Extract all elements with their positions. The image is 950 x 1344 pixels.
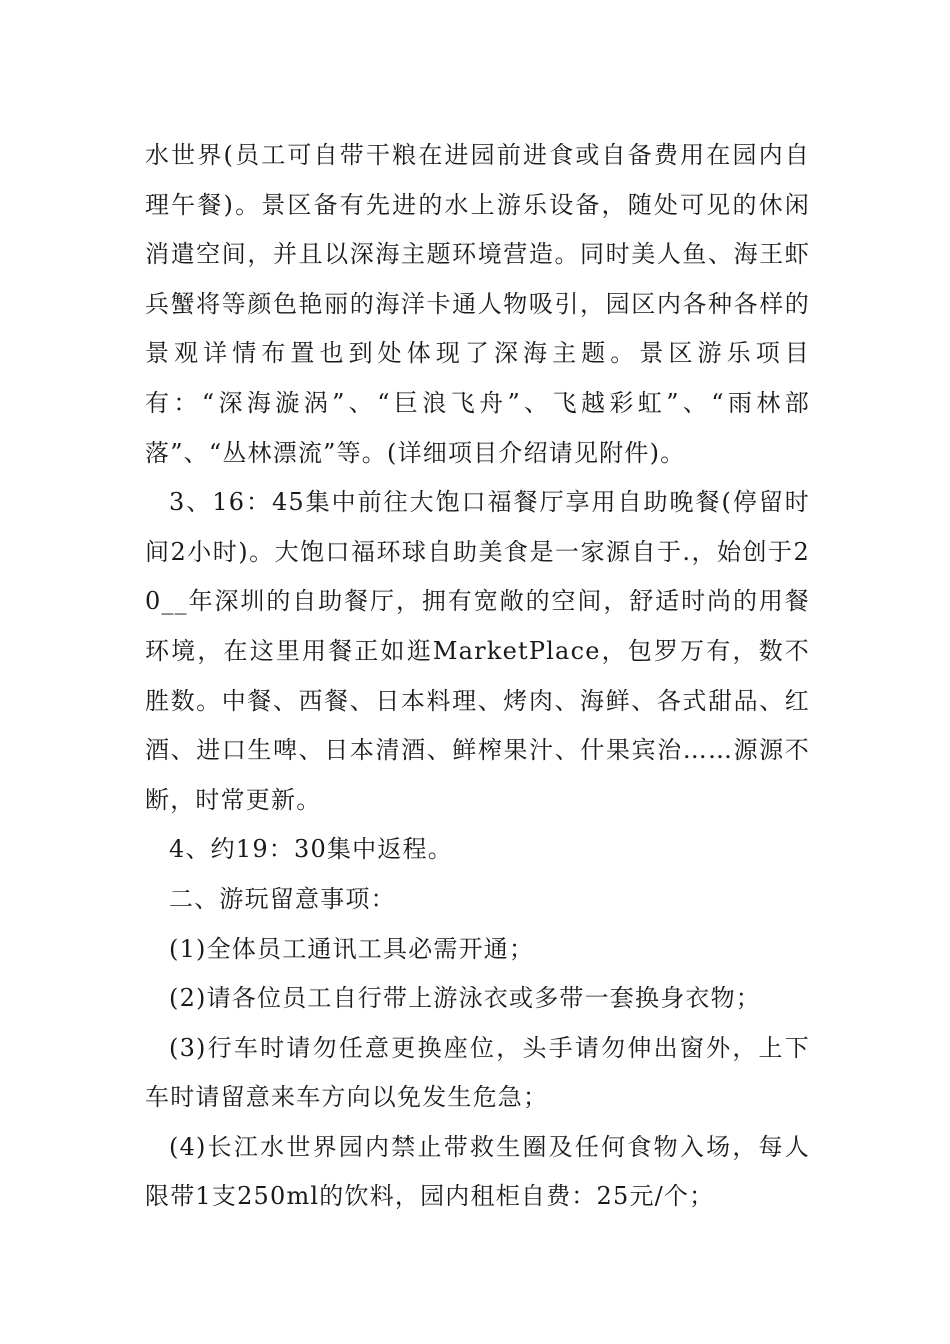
note-item-3: (3)行车时请勿任意更换座位，头手请勿伸出窗外，上下车时请留意来车方向以免发生危急； — [145, 1033, 810, 1112]
document-body — [145, 131, 810, 1222]
paragraph-water-world-intro: 水世界(员工可自带干粮在进园前进食或自备费用在园内自理午餐)。景区备有先进的水上游乐设备，随处可见的休闲消遣空间，并且以深海主题环境营造。同时美人鱼、海王虾兵蟹将等颜色艳丽的海洋卡通人物吸引，园区内各种各样的景观详情布置也到处体现了深海主题。景区游乐项目有：“深海漩涡”、“巨浪飞舟”、飞越彩虹”、“雨林部落”、“丛林漂流”等。(详细项目介绍请见附件)。 — [145, 141, 810, 467]
section-heading-notes: 二、游玩留意事项： — [169, 884, 396, 913]
note-item-1: (1)全体员工通讯工具必需开通； — [169, 934, 535, 963]
note-item-4: (4)长江水世界园内禁止带救生圈及任何食物入场，每人限带1支250ml的饮料，园内租柜自费：25元/个； — [145, 1132, 810, 1211]
paragraph-return-trip: 4、约19：30集中返程。 — [169, 835, 453, 864]
paragraph-dinner-schedule: 3、16：45集中前往大饱口福餐厅享用自助晚餐(停留时间2小时)。大饱口福环球自助美食是一家源自于.，始创于20__年深圳的自助餐厅，拥有宽敞的空间，舒适时尚的用餐环境，在这里用餐正如逛MarketPlace，包罗万有，数不胜数。中餐、西餐、日本料理、烤肉、海鲜、各式甜品、红酒、进口生啤、日本清酒、鲜榨果汁、什果宾治……源源不断，时常更新。 — [145, 488, 810, 814]
note-item-2: (2)请各位员工自行带上游泳衣或多带一套换身衣物； — [169, 984, 761, 1013]
